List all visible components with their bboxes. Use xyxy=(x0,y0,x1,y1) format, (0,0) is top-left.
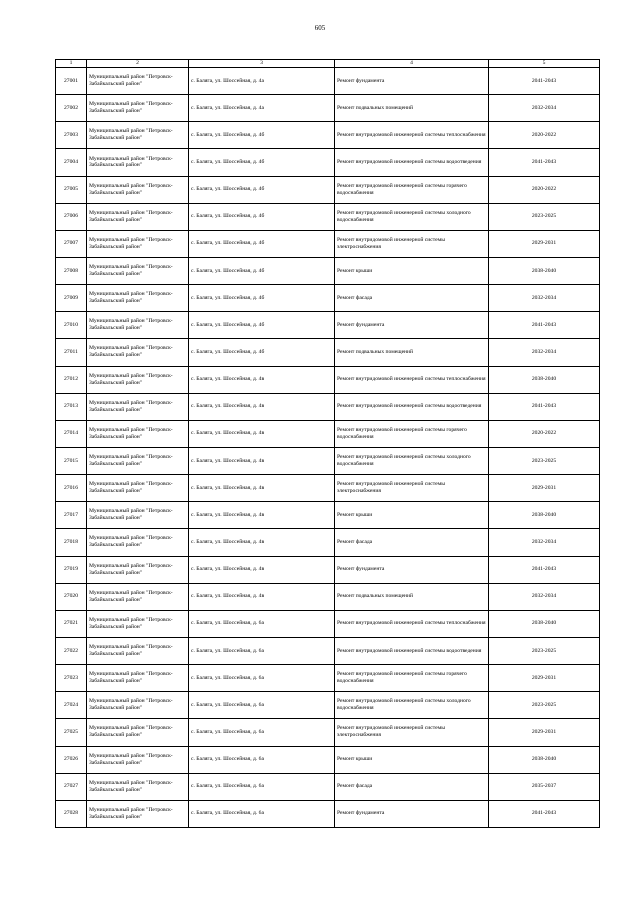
period-cell: 2041-2043 xyxy=(489,312,600,339)
municipality-cell: Муниципальный район "Петровск-Забайкальский район" xyxy=(87,149,189,176)
municipality-cell: Муниципальный район "Петровск-Забайкальский район" xyxy=(87,366,189,393)
period-cell: 2041-2043 xyxy=(489,68,600,95)
work-type-cell: Ремонт фундамента xyxy=(335,800,489,827)
work-type-cell: Ремонт внутридомовой инженерной системы водоотведения xyxy=(335,393,489,420)
municipality-cell: Муниципальный район "Петровск-Забайкальский район" xyxy=(87,393,189,420)
period-cell: 2032-2034 xyxy=(489,285,600,312)
table-row xyxy=(56,475,600,502)
row-number: 27013 xyxy=(56,393,87,420)
row-number: 27023 xyxy=(56,665,87,692)
row-number: 27009 xyxy=(56,285,87,312)
capital-repair-table xyxy=(55,59,600,828)
work-type-cell: Ремонт внутридомовой инженерной системы теплоснабжения xyxy=(335,366,489,393)
row-number: 27008 xyxy=(56,257,87,284)
table-row xyxy=(56,773,600,800)
address-cell: с. Баляга, ул. Шоссейная, д. 6а xyxy=(189,665,335,692)
period-cell: 2023-2025 xyxy=(489,203,600,230)
table-row xyxy=(56,149,600,176)
municipality-cell: Муниципальный район "Петровск-Забайкальский район" xyxy=(87,502,189,529)
row-number: 27006 xyxy=(56,203,87,230)
municipality-cell: Муниципальный район "Петровск-Забайкальский район" xyxy=(87,773,189,800)
municipality-cell: Муниципальный район "Петровск-Забайкальский район" xyxy=(87,312,189,339)
municipality-cell: Муниципальный район "Петровск-Забайкальский район" xyxy=(87,257,189,284)
work-type-cell: Ремонт фасада xyxy=(335,285,489,312)
work-type-cell: Ремонт внутридомовой инженерной системы холодного водоснабжения xyxy=(335,447,489,474)
work-type-cell: Ремонт фундамента xyxy=(335,68,489,95)
municipality-cell: Муниципальный район "Петровск-Забайкальский район" xyxy=(87,68,189,95)
work-type-cell: Ремонт внутридомовой инженерной системы холодного водоснабжения xyxy=(335,692,489,719)
table-row xyxy=(56,529,600,556)
period-cell: 2023-2025 xyxy=(489,637,600,664)
table-row xyxy=(56,285,600,312)
municipality-cell: Муниципальный район "Петровск-Забайкальский район" xyxy=(87,583,189,610)
column-index-2: 2 xyxy=(87,60,189,68)
row-number: 27011 xyxy=(56,339,87,366)
municipality-cell: Муниципальный район "Петровск-Забайкальский район" xyxy=(87,95,189,122)
row-number: 27010 xyxy=(56,312,87,339)
table-row xyxy=(56,203,600,230)
period-cell: 2020-2022 xyxy=(489,122,600,149)
table-row xyxy=(56,339,600,366)
work-type-cell: Ремонт фундамента xyxy=(335,556,489,583)
row-number: 27016 xyxy=(56,475,87,502)
work-type-cell: Ремонт внутридомовой инженерной системы холодного водоснабжения xyxy=(335,203,489,230)
table-row xyxy=(56,610,600,637)
row-number: 27027 xyxy=(56,773,87,800)
row-number: 27001 xyxy=(56,68,87,95)
row-number: 27002 xyxy=(56,95,87,122)
municipality-cell: Муниципальный район "Петровск-Забайкальский район" xyxy=(87,529,189,556)
table-row xyxy=(56,176,600,203)
row-number: 27018 xyxy=(56,529,87,556)
address-cell: с. Баляга, ул. Шоссейная, д. 4в xyxy=(189,529,335,556)
period-cell: 2029-2031 xyxy=(489,475,600,502)
period-cell: 2038-2040 xyxy=(489,366,600,393)
row-number: 27004 xyxy=(56,149,87,176)
table-row xyxy=(56,420,600,447)
period-cell: 2032-2034 xyxy=(489,529,600,556)
address-cell: с. Баляга, ул. Шоссейная, д. 4б xyxy=(189,176,335,203)
municipality-cell: Муниципальный район "Петровск-Забайкальский район" xyxy=(87,746,189,773)
address-cell: с. Баляга, ул. Шоссейная, д. 4б xyxy=(189,230,335,257)
municipality-cell: Муниципальный район "Петровск-Забайкальский район" xyxy=(87,610,189,637)
table-row xyxy=(56,447,600,474)
work-type-cell: Ремонт фасада xyxy=(335,773,489,800)
period-cell: 2029-2031 xyxy=(489,230,600,257)
address-cell: с. Баляга, ул. Шоссейная, д. 4в xyxy=(189,393,335,420)
period-cell: 2032-2034 xyxy=(489,339,600,366)
period-cell: 2023-2025 xyxy=(489,692,600,719)
table-row xyxy=(56,719,600,746)
row-number: 27005 xyxy=(56,176,87,203)
municipality-cell: Муниципальный район "Петровск-Забайкальский район" xyxy=(87,122,189,149)
address-cell: с. Баляга, ул. Шоссейная, д. 4в xyxy=(189,447,335,474)
period-cell: 2020-2022 xyxy=(489,420,600,447)
address-cell: с. Баляга, ул. Шоссейная, д. 6а xyxy=(189,746,335,773)
work-type-cell: Ремонт внутридомовой инженерной системы водоотведения xyxy=(335,149,489,176)
period-cell: 2032-2034 xyxy=(489,95,600,122)
row-number: 27020 xyxy=(56,583,87,610)
address-cell: с. Баляга, ул. Шоссейная, д. 4а xyxy=(189,95,335,122)
row-number: 27028 xyxy=(56,800,87,827)
page-number: 605 xyxy=(314,24,326,32)
row-number: 27017 xyxy=(56,502,87,529)
work-type-cell: Ремонт подвальных помещений xyxy=(335,339,489,366)
address-cell: с. Баляга, ул. Шоссейная, д. 6а xyxy=(189,773,335,800)
work-type-cell: Ремонт внутридомовой инженерной системы горячего водоснабжения xyxy=(335,420,489,447)
municipality-cell: Муниципальный район "Петровск-Забайкальский район" xyxy=(87,447,189,474)
address-cell: с. Баляга, ул. Шоссейная, д. 4б xyxy=(189,257,335,284)
work-type-cell: Ремонт внутридомовой инженерной системы теплоснабжения xyxy=(335,610,489,637)
column-index-4: 4 xyxy=(335,60,489,68)
table-row xyxy=(56,122,600,149)
municipality-cell: Муниципальный район "Петровск-Забайкальский район" xyxy=(87,637,189,664)
table-row xyxy=(56,637,600,664)
period-cell: 2041-2043 xyxy=(489,149,600,176)
work-type-cell: Ремонт внутридомовой инженерной системы теплоснабжения xyxy=(335,122,489,149)
municipality-cell: Муниципальный район "Петровск-Забайкальский район" xyxy=(87,203,189,230)
table-row xyxy=(56,366,600,393)
municipality-cell: Муниципальный район "Петровск-Забайкальский район" xyxy=(87,339,189,366)
table-row xyxy=(56,230,600,257)
table-row xyxy=(56,393,600,420)
table-row xyxy=(56,68,600,95)
address-cell: с. Баляга, ул. Шоссейная, д. 4а xyxy=(189,68,335,95)
municipality-cell: Муниципальный район "Петровск-Забайкальский район" xyxy=(87,665,189,692)
table-row xyxy=(56,502,600,529)
table-row xyxy=(56,556,600,583)
row-number: 27022 xyxy=(56,637,87,664)
address-cell: с. Баляга, ул. Шоссейная, д. 6а xyxy=(189,800,335,827)
work-type-cell: Ремонт внутридомовой инженерной системы горячего водоснабжения xyxy=(335,665,489,692)
period-cell: 2029-2031 xyxy=(489,665,600,692)
address-cell: с. Баляга, ул. Шоссейная, д. 4б xyxy=(189,285,335,312)
table-row xyxy=(56,746,600,773)
work-type-cell: Ремонт внутридомовой инженерной системы электроснабжения xyxy=(335,230,489,257)
period-cell: 2032-2034 xyxy=(489,583,600,610)
period-cell: 2023-2025 xyxy=(489,447,600,474)
column-index-5: 5 xyxy=(489,60,600,68)
work-type-cell: Ремонт внутридомовой инженерной системы горячего водоснабжения xyxy=(335,176,489,203)
work-type-cell: Ремонт подвальных помещений xyxy=(335,583,489,610)
table-body xyxy=(56,68,600,828)
period-cell: 2041-2043 xyxy=(489,800,600,827)
address-cell: с. Баляга, ул. Шоссейная, д. 4б xyxy=(189,149,335,176)
work-type-cell: Ремонт фасада xyxy=(335,529,489,556)
work-type-cell: Ремонт крыши xyxy=(335,746,489,773)
row-number: 27025 xyxy=(56,719,87,746)
table-row xyxy=(56,312,600,339)
work-type-cell: Ремонт подвальных помещений xyxy=(335,95,489,122)
address-cell: с. Баляга, ул. Шоссейная, д. 4в xyxy=(189,556,335,583)
period-cell: 2029-2031 xyxy=(489,719,600,746)
address-cell: с. Баляга, ул. Шоссейная, д. 4в xyxy=(189,420,335,447)
work-type-cell: Ремонт крыши xyxy=(335,502,489,529)
row-number: 27024 xyxy=(56,692,87,719)
row-number: 27021 xyxy=(56,610,87,637)
table-row xyxy=(56,257,600,284)
municipality-cell: Муниципальный район "Петровск-Забайкальский район" xyxy=(87,556,189,583)
address-cell: с. Баляга, ул. Шоссейная, д. 4б xyxy=(189,122,335,149)
address-cell: с. Баляга, ул. Шоссейная, д. 6а xyxy=(189,610,335,637)
period-cell: 2038-2040 xyxy=(489,502,600,529)
address-cell: с. Баляга, ул. Шоссейная, д. 4в xyxy=(189,502,335,529)
work-type-cell: Ремонт внутридомовой инженерной системы электроснабжения xyxy=(335,719,489,746)
address-cell: с. Баляга, ул. Шоссейная, д. 6а xyxy=(189,637,335,664)
municipality-cell: Муниципальный район "Петровск-Забайкальский район" xyxy=(87,230,189,257)
municipality-cell: Муниципальный район "Петровск-Забайкальский район" xyxy=(87,692,189,719)
address-cell: с. Баляга, ул. Шоссейная, д. 4в xyxy=(189,583,335,610)
column-index-1: 1 xyxy=(56,60,87,68)
work-type-cell: Ремонт крыши xyxy=(335,257,489,284)
period-cell: 2041-2043 xyxy=(489,393,600,420)
table-row xyxy=(56,583,600,610)
period-cell: 2038-2040 xyxy=(489,610,600,637)
municipality-cell: Муниципальный район "Петровск-Забайкальский район" xyxy=(87,285,189,312)
period-cell: 2038-2040 xyxy=(489,746,600,773)
table-row xyxy=(56,95,600,122)
address-cell: с. Баляга, ул. Шоссейная, д. 4в xyxy=(189,366,335,393)
table-row xyxy=(56,692,600,719)
row-number: 27026 xyxy=(56,746,87,773)
municipality-cell: Муниципальный район "Петровск-Забайкальский район" xyxy=(87,475,189,502)
work-type-cell: Ремонт фундамента xyxy=(335,312,489,339)
work-type-cell: Ремонт внутридомовой инженерной системы водоотведения xyxy=(335,637,489,664)
period-cell: 2038-2040 xyxy=(489,257,600,284)
address-cell: с. Баляга, ул. Шоссейная, д. 6а xyxy=(189,719,335,746)
column-index-row xyxy=(56,60,600,68)
row-number: 27019 xyxy=(56,556,87,583)
address-cell: с. Баляга, ул. Шоссейная, д. 4б xyxy=(189,339,335,366)
municipality-cell: Муниципальный район "Петровск-Забайкальский район" xyxy=(87,800,189,827)
period-cell: 2035-2037 xyxy=(489,773,600,800)
work-type-cell: Ремонт внутридомовой инженерной системы электроснабжения xyxy=(335,475,489,502)
municipality-cell: Муниципальный район "Петровск-Забайкальский район" xyxy=(87,176,189,203)
row-number: 27015 xyxy=(56,447,87,474)
period-cell: 2020-2022 xyxy=(489,176,600,203)
address-cell: с. Баляга, ул. Шоссейная, д. 6а xyxy=(189,692,335,719)
address-cell: с. Баляга, ул. Шоссейная, д. 4в xyxy=(189,475,335,502)
municipality-cell: Муниципальный район "Петровск-Забайкальский район" xyxy=(87,420,189,447)
address-cell: с. Баляга, ул. Шоссейная, д. 4б xyxy=(189,312,335,339)
municipality-cell: Муниципальный район "Петровск-Забайкальский район" xyxy=(87,719,189,746)
column-index-3: 3 xyxy=(189,60,335,68)
address-cell: с. Баляга, ул. Шоссейная, д. 4б xyxy=(189,203,335,230)
table-row xyxy=(56,800,600,827)
table-row xyxy=(56,665,600,692)
row-number: 27014 xyxy=(56,420,87,447)
row-number: 27003 xyxy=(56,122,87,149)
row-number: 27007 xyxy=(56,230,87,257)
row-number: 27012 xyxy=(56,366,87,393)
period-cell: 2041-2043 xyxy=(489,556,600,583)
